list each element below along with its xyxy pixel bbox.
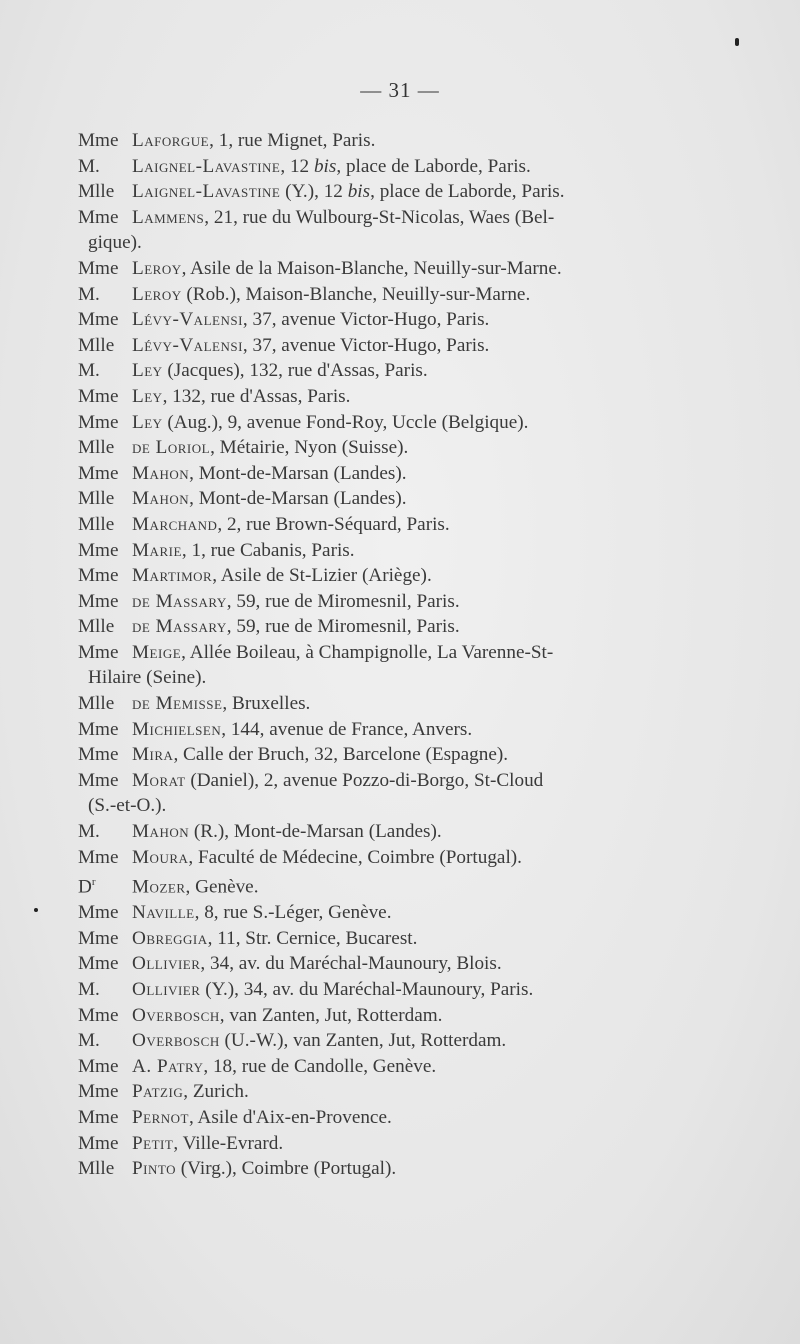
entry-address: , 34, av. du Maréchal-Maunoury, Blois. bbox=[200, 953, 502, 975]
entry-line bbox=[78, 435, 718, 461]
list-item bbox=[78, 977, 718, 1003]
member-list bbox=[78, 128, 718, 1182]
list-item bbox=[78, 307, 718, 333]
entry-address: , 21, rue du Wulbourg-St-Nicolas, Waes (Bel- bbox=[204, 206, 555, 228]
entry-line bbox=[78, 128, 718, 154]
list-item bbox=[78, 179, 718, 205]
entry-continuation: (S.-et-O.). bbox=[88, 795, 167, 817]
entry-name: Pinto bbox=[132, 1158, 176, 1180]
entry-line bbox=[78, 951, 718, 977]
entry-address-cont: , place de Laborde, Paris. bbox=[370, 181, 565, 203]
list-item bbox=[78, 951, 718, 977]
entry-line bbox=[78, 1003, 718, 1029]
entry-name: Meige bbox=[132, 641, 182, 663]
entry-name: Mahon bbox=[132, 462, 190, 484]
entry-name: de Massary bbox=[132, 590, 227, 612]
entry-address-cont: , place de Laborde, Paris. bbox=[336, 155, 531, 177]
list-item bbox=[78, 640, 718, 691]
entry-address: , Ville-Evrard. bbox=[173, 1132, 284, 1154]
entry-title: M. bbox=[78, 821, 100, 843]
entry-name: Moura bbox=[132, 846, 189, 868]
entry-address: , Métairie, Nyon (Suisse). bbox=[210, 437, 409, 459]
entry-title: M. bbox=[78, 1030, 100, 1052]
list-item bbox=[78, 512, 718, 538]
entry-address: , Zurich. bbox=[183, 1081, 249, 1103]
entry-title: Mme bbox=[78, 411, 119, 433]
entry-name: Ollivier bbox=[132, 978, 201, 1000]
list-item bbox=[78, 717, 718, 743]
entry-name: Leroy bbox=[132, 283, 182, 305]
entry-line bbox=[78, 256, 718, 282]
entry-name: Leroy bbox=[132, 257, 182, 279]
list-item bbox=[78, 1003, 718, 1029]
entry-continuation: Hilaire (Seine). bbox=[88, 667, 207, 689]
entry-line bbox=[78, 1028, 718, 1054]
entry-name: Mira bbox=[132, 744, 174, 766]
entry-line bbox=[78, 486, 718, 512]
entry-name: Ollivier bbox=[132, 953, 201, 975]
list-item bbox=[78, 1054, 718, 1080]
list-item bbox=[78, 589, 718, 615]
entry-address: , Asile de la Maison-Blanche, Neuilly-sur-Marne. bbox=[181, 257, 562, 279]
entry-title: Mme bbox=[78, 1106, 119, 1128]
list-item bbox=[78, 358, 718, 384]
entry-name: Lévy-Valensi bbox=[132, 309, 243, 331]
entry-name: Marchand bbox=[132, 513, 218, 535]
entry-address: , 8, rue S.-Léger, Genève. bbox=[194, 902, 392, 924]
list-item bbox=[78, 691, 718, 717]
list-item bbox=[78, 1028, 718, 1054]
entry-address: , 37, avenue Victor-Hugo, Paris. bbox=[242, 309, 490, 331]
list-item bbox=[78, 333, 718, 359]
entry-address: , Faculté de Médecine, Coimbre (Portugal). bbox=[188, 846, 522, 868]
entry-line bbox=[78, 358, 718, 384]
entry-line bbox=[78, 307, 718, 333]
entry-title: Mme bbox=[78, 718, 119, 740]
entry-name: de Loriol bbox=[132, 437, 211, 459]
entry-title: Mme bbox=[78, 846, 119, 868]
entry-title: Mme bbox=[78, 1055, 119, 1077]
entry-address: , 11, Str. Cernice, Bucarest. bbox=[207, 927, 418, 949]
entry-title: Mme bbox=[78, 927, 119, 949]
entry-title: Mme bbox=[78, 953, 119, 975]
entry-address: , 59, rue de Miromesnil, Paris. bbox=[226, 616, 460, 638]
entry-title: Mme bbox=[78, 385, 119, 407]
entry-name: A. Patry bbox=[132, 1055, 204, 1077]
entry-address: , van Zanten, Jut, Rotterdam. bbox=[219, 1004, 443, 1026]
list-item bbox=[78, 461, 718, 487]
entry-name: Petit bbox=[132, 1132, 174, 1154]
entry-address: , 144, avenue de France, Anvers. bbox=[221, 718, 473, 740]
entry-name: Ley bbox=[132, 385, 163, 407]
entry-name: Ley bbox=[132, 360, 163, 382]
page-number: — 31 — bbox=[360, 78, 440, 102]
entry-address: , 132, rue d'Assas, Paris. bbox=[162, 385, 351, 407]
entry-name: Overbosch bbox=[132, 1030, 220, 1052]
entry-title: M. bbox=[78, 283, 100, 305]
entry-title: Mlle bbox=[78, 1158, 115, 1180]
entry-title: Mme bbox=[78, 565, 119, 587]
entry-title: Mlle bbox=[78, 616, 115, 638]
entry-line bbox=[78, 819, 718, 845]
entry-line bbox=[78, 1105, 718, 1131]
entry-address: (Y.), 34, av. du Maréchal-Maunoury, Paris. bbox=[200, 978, 534, 1000]
entry-line bbox=[78, 512, 718, 538]
entry-address: , Genève. bbox=[185, 876, 259, 898]
entry-title: Mme bbox=[78, 641, 119, 663]
entry-title: Mlle bbox=[78, 693, 115, 715]
entry-line bbox=[78, 977, 718, 1003]
ink-speck bbox=[735, 38, 739, 46]
entry-address: , 1, rue Cabanis, Paris. bbox=[181, 539, 355, 561]
entry-address: , 37, avenue Victor-Hugo, Paris. bbox=[242, 334, 490, 356]
entry-line bbox=[78, 179, 718, 205]
entry-line bbox=[78, 1079, 718, 1105]
list-item bbox=[78, 845, 718, 871]
list-item bbox=[78, 410, 718, 436]
entry-address: , 2, rue Brown-Séquard, Paris. bbox=[217, 513, 450, 535]
entry-title: Mme bbox=[78, 257, 119, 279]
entry-name: Michielsen bbox=[132, 718, 222, 740]
entry-line bbox=[78, 589, 718, 615]
entry-line bbox=[78, 563, 718, 589]
entry-address: , 59, rue de Miromesnil, Paris. bbox=[226, 590, 460, 612]
entry-name: de Massary bbox=[132, 616, 227, 638]
entry-address: , 12 bbox=[280, 155, 314, 177]
list-item bbox=[78, 435, 718, 461]
list-item bbox=[78, 742, 718, 768]
entry-title: Mme bbox=[78, 1081, 119, 1103]
entry-line bbox=[78, 282, 718, 308]
entry-title: Mme bbox=[78, 462, 119, 484]
entry-name: de Memisse bbox=[132, 693, 223, 715]
list-item bbox=[78, 926, 718, 952]
entry-title: M. bbox=[78, 978, 100, 1000]
entry-title: Mme bbox=[78, 206, 119, 228]
entry-line bbox=[78, 333, 718, 359]
entry-name: Naville bbox=[132, 902, 195, 924]
entry-title: Mme bbox=[78, 539, 119, 561]
ink-speck bbox=[34, 908, 38, 912]
entry-name: Lévy-Valensi bbox=[132, 334, 243, 356]
entry-title: Mlle bbox=[78, 488, 115, 510]
entry-address: , Asile d'Aix-en-Provence. bbox=[189, 1106, 392, 1128]
list-item bbox=[78, 900, 718, 926]
entry-name: Laignel-Lavastine bbox=[132, 155, 281, 177]
entry-line bbox=[78, 845, 718, 871]
list-item bbox=[78, 819, 718, 845]
entry-line bbox=[78, 154, 718, 180]
entry-title: Mme bbox=[78, 1004, 119, 1026]
list-item bbox=[78, 282, 718, 308]
list-item bbox=[78, 384, 718, 410]
entry-title: Mlle bbox=[78, 513, 115, 535]
list-item bbox=[78, 128, 718, 154]
entry-name: Marie bbox=[132, 539, 182, 561]
entry-address: (Rob.), Maison-Blanche, Neuilly-sur-Marne. bbox=[181, 283, 531, 305]
entry-title: M. bbox=[78, 360, 100, 382]
entry-line bbox=[78, 461, 718, 487]
entry-name: Laforgue bbox=[132, 130, 210, 151]
entry-address: , Bruxelles. bbox=[222, 693, 311, 715]
entry-address: , 1, rue Mignet, Paris. bbox=[209, 130, 376, 151]
entry-address: (U.-W.), van Zanten, Jut, Rotterdam. bbox=[219, 1030, 507, 1052]
list-item bbox=[78, 1156, 718, 1182]
entry-name: Overbosch bbox=[132, 1004, 220, 1026]
entry-address: (Aug.), 9, avenue Fond-Roy, Uccle (Belgique). bbox=[162, 411, 529, 433]
entry-line bbox=[78, 926, 718, 952]
entry-name: Mozer bbox=[132, 876, 186, 898]
entry-title: Mlle bbox=[78, 437, 115, 459]
entry-line bbox=[78, 384, 718, 410]
list-item bbox=[78, 614, 718, 640]
entry-address: , Allée Boileau, à Champignolle, La Varenne-St- bbox=[181, 641, 554, 663]
entry-name: Mahon bbox=[132, 488, 190, 510]
entry-line bbox=[78, 900, 718, 926]
entry-line bbox=[78, 1156, 718, 1182]
entry-line bbox=[78, 640, 718, 666]
list-item bbox=[78, 538, 718, 564]
entry-address: (Y.), 12 bbox=[280, 181, 348, 203]
entry-address: , Calle der Bruch, 32, Barcelone (Espagne). bbox=[173, 744, 509, 766]
list-item bbox=[78, 256, 718, 282]
list-item bbox=[78, 1131, 718, 1157]
entry-name: Ley bbox=[132, 411, 163, 433]
entry-title: Mme bbox=[78, 769, 119, 791]
entry-title: Mme bbox=[78, 1132, 119, 1154]
entry-title: Mme bbox=[78, 590, 119, 612]
entry-title: Mlle bbox=[78, 181, 115, 203]
entry-title: Mme bbox=[78, 902, 119, 924]
entry-address: (R.), Mont-de-Marsan (Landes). bbox=[189, 821, 442, 843]
list-item bbox=[78, 154, 718, 180]
entry-title: Mme bbox=[78, 744, 119, 766]
entry-line bbox=[78, 717, 718, 743]
list-item bbox=[78, 1079, 718, 1105]
list-item bbox=[78, 870, 718, 900]
entry-address: , Asile de St-Lizier (Ariège). bbox=[212, 565, 432, 587]
entry-address: (Daniel), 2, avenue Pozzo-di-Borgo, St-Cloud bbox=[185, 769, 544, 791]
entry-name: Patzig bbox=[132, 1081, 184, 1103]
entry-name: Martimor bbox=[132, 565, 213, 587]
entry-title: Mlle bbox=[78, 334, 115, 356]
list-item bbox=[78, 563, 718, 589]
list-item bbox=[78, 1105, 718, 1131]
entry-italic: bis bbox=[313, 155, 337, 177]
entry-name: Morat bbox=[132, 769, 186, 791]
entry-line bbox=[78, 870, 718, 900]
entry-line bbox=[78, 742, 718, 768]
entry-name: Mahon bbox=[132, 821, 190, 843]
entry-line bbox=[78, 691, 718, 717]
entry-line bbox=[78, 205, 718, 231]
entry-address: (Virg.), Coimbre (Portugal). bbox=[175, 1158, 397, 1180]
entry-continuation: gique). bbox=[88, 232, 142, 254]
entry-address: , Mont-de-Marsan (Landes). bbox=[189, 488, 407, 510]
list-item bbox=[78, 768, 718, 819]
entry-name: Obreggia bbox=[132, 927, 208, 949]
entry-name: Laignel-Lavastine bbox=[132, 181, 281, 203]
entry-name: Pernot bbox=[132, 1106, 190, 1128]
entry-line bbox=[78, 614, 718, 640]
entry-name: Lammens bbox=[132, 206, 205, 228]
entry-line bbox=[78, 410, 718, 436]
entry-line bbox=[78, 1054, 718, 1080]
entry-italic: bis bbox=[347, 181, 371, 203]
entry-address: (Jacques), 132, rue d'Assas, Paris. bbox=[162, 360, 428, 382]
entry-line bbox=[78, 768, 718, 794]
entry-address: , 18, rue de Candolle, Genève. bbox=[203, 1055, 437, 1077]
entry-title: $D^r$ bbox=[78, 876, 96, 898]
entry-line bbox=[78, 538, 718, 564]
entry-address: , Mont-de-Marsan (Landes). bbox=[189, 462, 407, 484]
list-item bbox=[78, 205, 718, 256]
entry-title: M. bbox=[78, 155, 100, 177]
list-item bbox=[78, 486, 718, 512]
entry-line bbox=[78, 1131, 718, 1157]
entry-title: Mme bbox=[78, 309, 119, 331]
entry-title: Mme bbox=[78, 130, 119, 151]
